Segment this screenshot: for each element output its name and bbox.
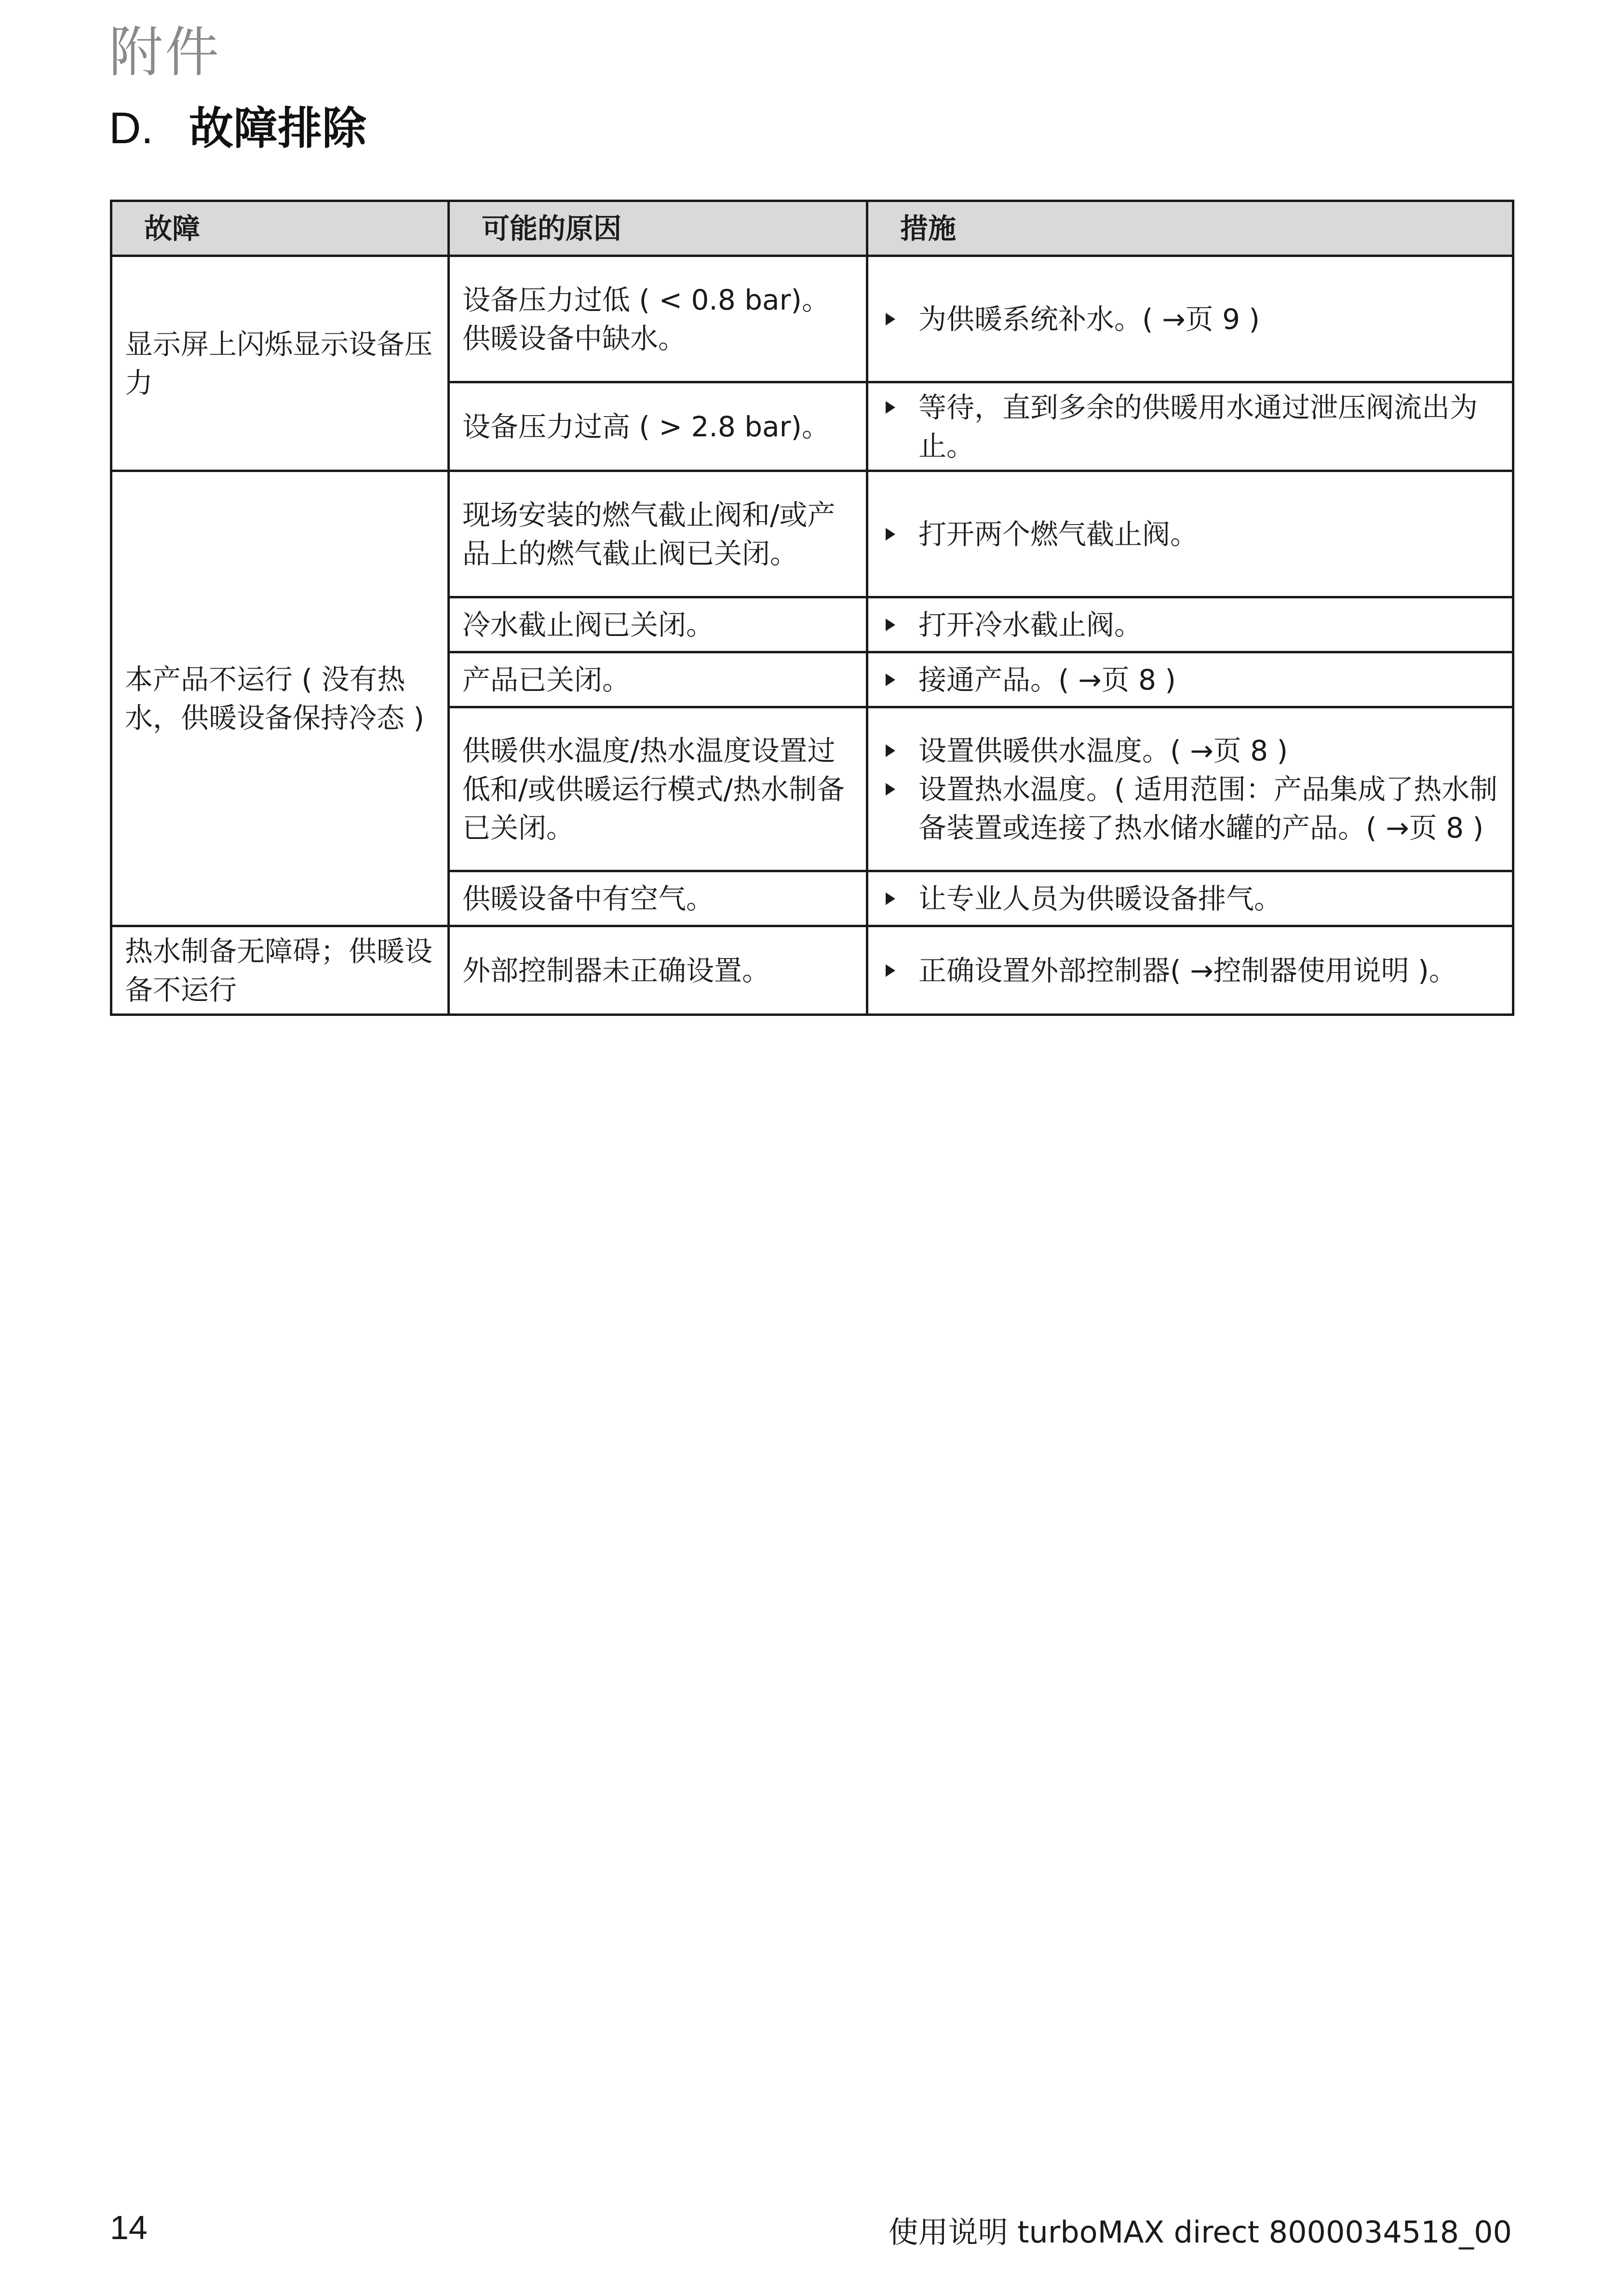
measure-cell [867,471,1513,597]
cause-cell: 外部控制器未正确设置。 [449,926,867,1015]
section-name: 故障排除 [189,103,367,154]
header-measure: 措施 [867,201,1513,256]
section-letter: D. [109,104,153,153]
measure-cell [867,707,1513,871]
bullet-triangle-icon [886,964,895,977]
measure-item [881,661,1499,699]
measure-item [881,515,1499,554]
measure-item [881,770,1499,847]
measure-text: 打开两个燃气截止阀。 [918,517,1199,551]
measure-text: 为供暖系统补水。( →页 9 ) [918,302,1260,336]
measure-item [881,731,1499,770]
measure-text: 正确设置外部控制器( →控制器使用说明 )。 [918,954,1457,987]
document-info: 使用说明 turboMAX direct 8000034518_00 [888,2215,1512,2250]
measure-item [881,606,1499,644]
measure-text: 让专业人员为供暖设备排气。 [918,882,1282,915]
measure-item [881,879,1499,918]
fault-cell: 热水制备无障碍；供暖设备不运行 [111,926,449,1015]
measure-cell [867,382,1513,471]
measure-cell [867,652,1513,707]
measure-text: 等待，直到多余的供暖用水通过泄压阀流出为止。 [918,391,1478,462]
bullet-triangle-icon [886,744,895,757]
table-row [111,256,1513,382]
bullet-triangle-icon [886,619,895,631]
table-header-row [111,201,1513,256]
cause-cell: 冷水截止阀已关闭。 [449,597,867,652]
bullet-triangle-icon [886,783,895,796]
header-fault: 故障 [111,201,449,256]
header-cause: 可能的原因 [449,201,867,256]
measure-text: 打开冷水截止阀。 [918,608,1143,641]
bullet-triangle-icon [886,401,895,414]
page-number: 14 [110,2209,148,2246]
bullet-triangle-icon [886,528,895,540]
bullet-triangle-icon [886,313,895,325]
measure-item [881,388,1499,465]
measure-cell [867,871,1513,926]
measure-cell [867,597,1513,652]
fault-cell: 显示屏上闪烁显示设备压力 [111,256,449,471]
cause-cell: 设备压力过低 ( < 0.8 bar)。供暖设备中缺水。 [449,256,867,382]
measure-item [881,951,1499,990]
fault-cell: 本产品不运行 ( 没有热水，供暖设备保持冷态 ) [111,471,449,926]
measure-text: 接通产品。( →页 8 ) [918,663,1176,696]
cause-cell: 现场安装的燃气截止阀和/或产品上的燃气截止阀已关闭。 [449,471,867,597]
section-title [109,104,366,153]
measure-cell [867,256,1513,382]
cause-cell: 供暖供水温度/热水温度设置过低和/或供暖运行模式/热水制备已关闭。 [449,707,867,871]
measure-item [881,300,1499,338]
cause-cell: 产品已关闭。 [449,652,867,707]
bullet-triangle-icon [886,674,895,686]
measure-cell [867,926,1513,1015]
cause-cell: 设备压力过高 ( > 2.8 bar)。 [449,382,867,471]
bullet-triangle-icon [886,892,895,905]
cause-cell: 供暖设备中有空气。 [449,871,867,926]
troubleshooting-table [110,200,1514,1016]
table-row [111,926,1513,1015]
appendix-title: 附件 [109,21,221,84]
measure-text: 设置热水温度。( 适用范围：产品集成了热水制备装置或连接了热水储水罐的产品。( →页 8 ) [918,772,1498,844]
measure-text: 设置供暖供水温度。( →页 8 ) [918,734,1288,767]
table-row [111,471,1513,597]
